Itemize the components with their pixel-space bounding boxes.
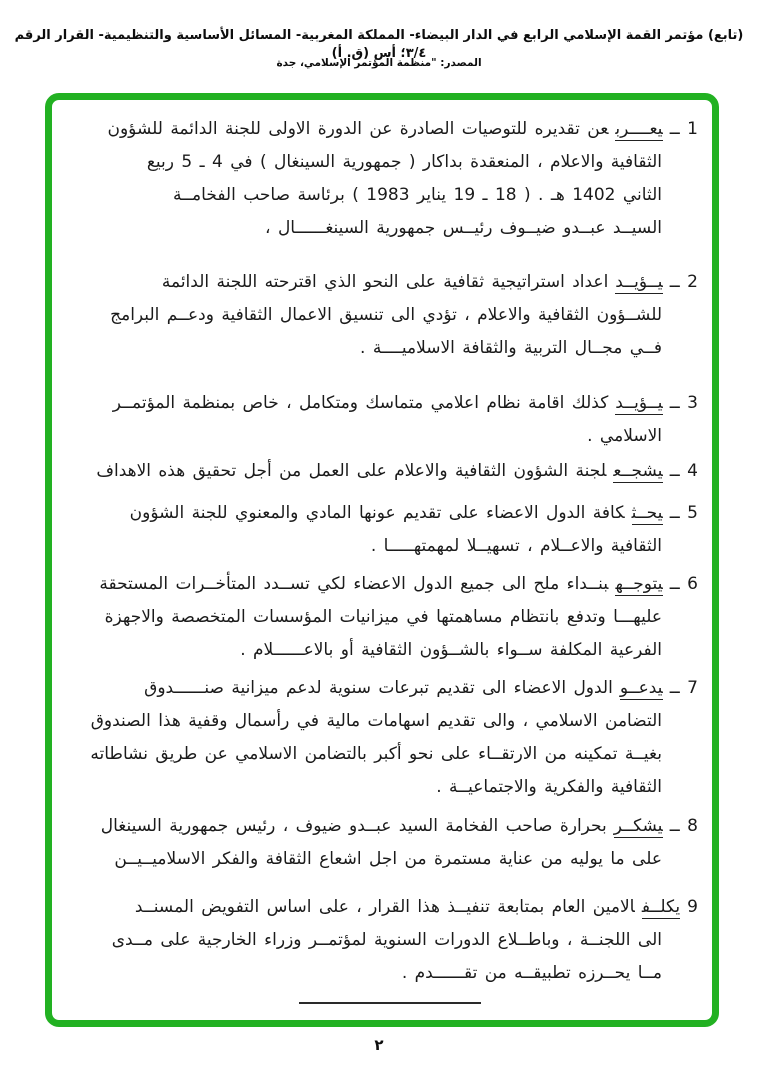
item-number: 5 ــ [669, 503, 698, 523]
end-of-text-rule [299, 1002, 481, 1004]
item-text-line: الثقافية والاعــلام ، تسهيــلا لمهمتهـــــا . [370, 536, 662, 556]
resolution-item-3 [82, 387, 698, 453]
item-text: كذلك اقامة نظام اعلامي متماسك ومتكامل ، خاص بمنظمة المؤتمــر [112, 393, 609, 413]
item-text: الدول الاعضاء الى تقديم تبرعات سنوية لدعم ميزانية صنــــــدوق [144, 678, 613, 698]
item-text: اعداد استراتيجية ثقافية على النحو الذي اقترحته اللجنة الدائمة [161, 272, 609, 292]
item-first-line [82, 568, 698, 601]
item-first-line [82, 387, 698, 420]
item-text: الامين العام بمتابعة تنفيــذ هذا القرار ، على اساس التفويض المسنــد [134, 897, 635, 917]
item-verb-underlined: يــؤيــد [615, 393, 663, 413]
item-number: 7 ــ [669, 678, 698, 698]
item-verb-underlined: يكلــف [641, 897, 681, 917]
item-number: 8 ــ [669, 816, 698, 836]
item-verb-underlined: يعــــرب [615, 119, 663, 139]
item-text-line: التضامن الاسلامي ، والى تقديم اسهامات مالية في رأسمال وقفية هذا الصندوق [90, 711, 662, 731]
item-first-line [82, 497, 698, 530]
item-number: 9 [687, 897, 698, 917]
item-text: لجنة الشؤون الثقافية والاعلام على العمل من أجل تحقيق هذه الاهداف [96, 461, 607, 481]
item-text-line: مــا يحــرزه تطبيقــه من تقــــــدم . [401, 963, 662, 983]
item-verb-underlined: يشجــع [613, 461, 663, 481]
item-text-line: الى اللجنــة ، وباطــلاع الدورات السنوية لمؤتمــر وزراء الخارجية على مــدى [111, 930, 662, 950]
resolution-item-6 [82, 568, 698, 667]
resolution-item-5 [82, 497, 698, 563]
resolution-items-list [52, 100, 712, 1020]
item-text-line: الاسلامي . [587, 426, 662, 446]
item-verb-underlined: يحــث [631, 503, 663, 523]
item-verb-underlined: يتوجــه [615, 574, 663, 594]
item-first-line [82, 672, 698, 705]
item-text-line: للشــؤون الثقافية والاعلام ، تؤدي الى تنسيق الاعمال الثقافية ودعــم البرامج [110, 305, 662, 325]
item-number: 6 ــ [669, 574, 698, 594]
item-number: 2 ــ [669, 272, 698, 292]
document-header-title: (تابع) مؤتمر القمة الإسلامي الرابع في الدار البيضاء- المملكة المغربية- المسائل الأساسية والتنظيمية- القرار الرقم ٣/٤؛ أس (ق. أ) [14, 28, 744, 61]
item-text-line: فــي مجــال التربية والثقافة الاسلاميــــة . [360, 338, 662, 358]
resolution-item-7 [82, 672, 698, 804]
item-number: 4 ــ [669, 461, 698, 481]
item-text: بنــداء ملح الى جميع الدول الاعضاء لكي تســدد المتأخــرات المستحقة [99, 574, 609, 594]
item-text: بحرارة صاحب الفخامة السيد عبــدو ضيوف ، رئيس جمهورية السينغال [100, 816, 607, 836]
item-first-line [82, 113, 698, 146]
document-source-line: المصدر: "منظمة المؤتمر الإسلامي، جدة [276, 57, 482, 69]
resolution-item-4 [82, 455, 698, 488]
item-text: عن تقديره للتوصيات الصادرة عن الدورة الاولى للجنة الدائمة للشؤون [107, 119, 609, 139]
item-text-line: على ما يوليه من عناية مستمرة من اجل اشعاع الثقافة والفكر الاسلاميــيــن [114, 849, 662, 869]
item-first-line [82, 891, 698, 924]
item-number: 3 ــ [669, 393, 698, 413]
item-first-line [82, 266, 698, 299]
item-text-line: عليهـــا وتدفع بانتظام مساهمتها في ميزانيات المؤسسات المتخصصة والاجهزة [104, 607, 662, 627]
item-text-line: الثقافية والاعلام ، المنعقدة بداكار ( جمهورية السينغال ) في 4 ـ 5 ربيع [146, 152, 662, 172]
item-text-line: بغيــة تمكينه من الارتقــاء على نحو أكبر بالتضامن الاسلامي عن طريق نشاطاته [90, 744, 662, 764]
resolution-item-8 [82, 810, 698, 876]
item-first-line [82, 810, 698, 843]
item-verb-underlined: يدعــو [619, 678, 663, 698]
item-text-line: الفرعية المكلفة ســواء بالشــؤون الثقافية أو بالاعــــــلام . [240, 640, 662, 660]
resolution-border-box [45, 93, 719, 1027]
page-number: ٢ [374, 1036, 384, 1054]
resolution-item-9 [82, 891, 698, 990]
item-text-line: الثاني 1402 هـ . ( 18 ـ 19 يناير 1983 ) برئاسة صاحب الفخامــة [172, 185, 662, 205]
item-number: 1 ــ [669, 119, 698, 139]
item-text-line: السيــد عبــدو ضيــوف رئيــس جمهورية السينغــــــال ، [265, 218, 662, 238]
item-verb-underlined: يشكــر [613, 816, 663, 836]
item-text: كافة الدول الاعضاء على تقديم عونها المادي والمعنوي للجنة الشؤون [129, 503, 625, 523]
item-first-line [82, 455, 698, 488]
resolution-item-1 [82, 113, 698, 245]
item-verb-underlined: يــؤيــد [615, 272, 663, 292]
item-text-line: الثقافية والفكرية والاجتماعيــة . [436, 777, 662, 797]
resolution-item-2 [82, 266, 698, 365]
